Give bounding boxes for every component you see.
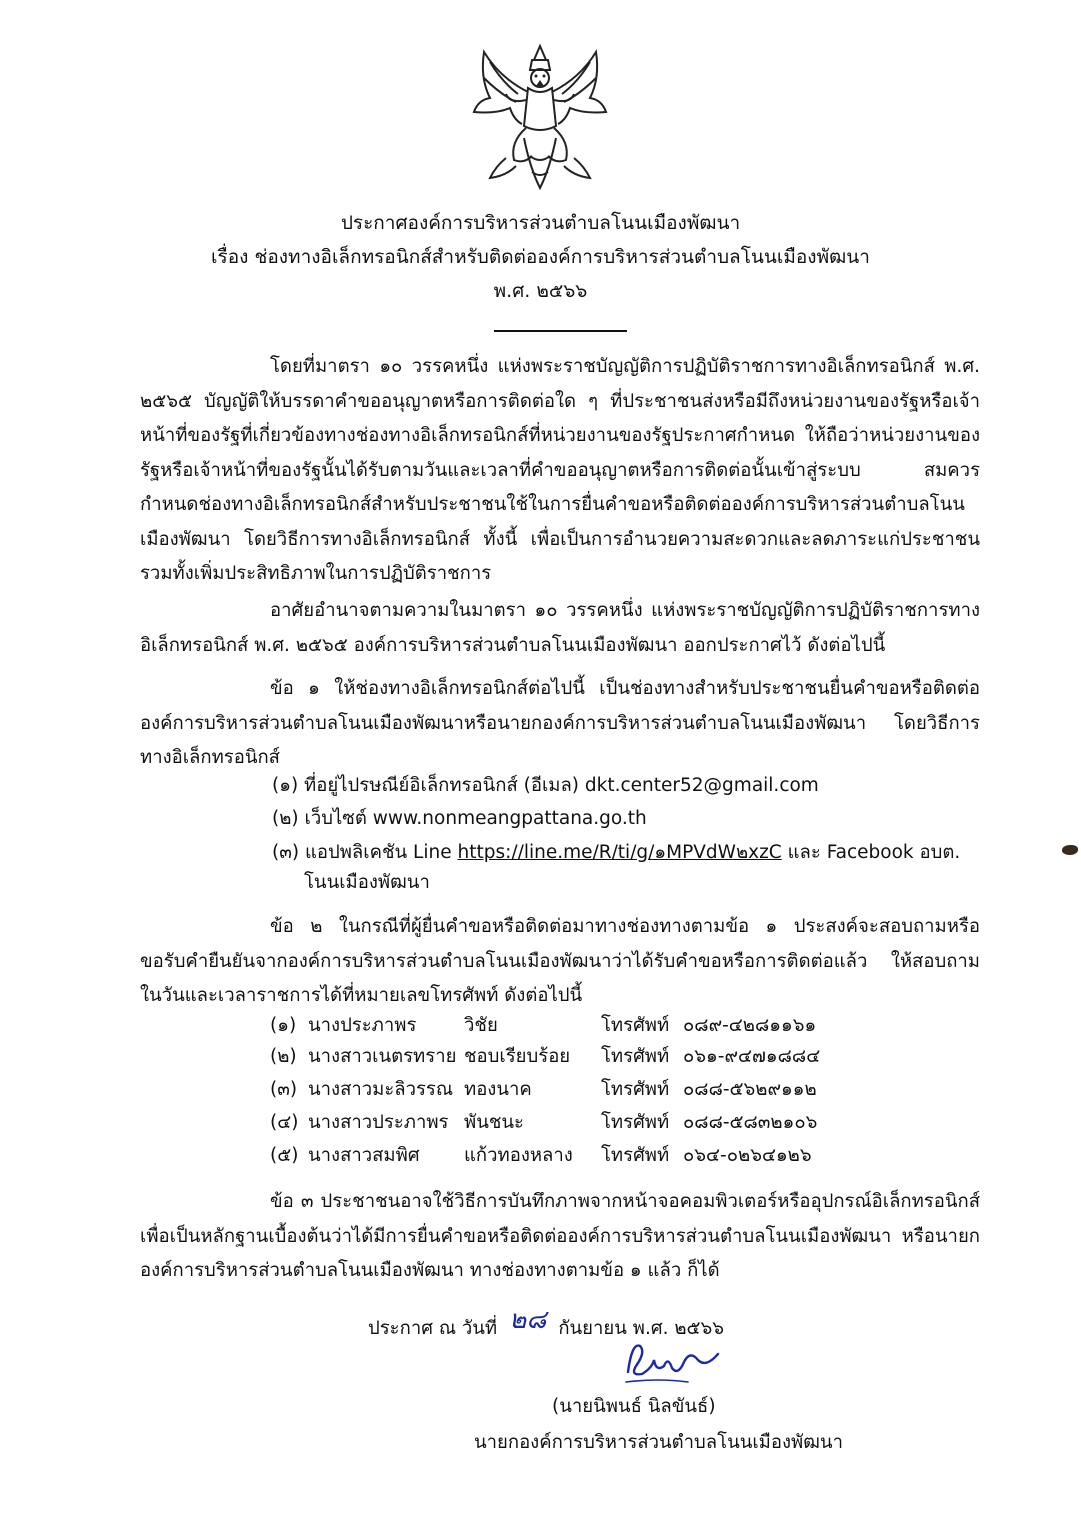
channel-facebook-cont: โนนเมืองพัฒนา xyxy=(304,872,430,893)
signatory-title: นายกองค์การบริหารส่วนตำบลโนนเมืองพัฒนา xyxy=(474,1432,843,1453)
contact-name: นางสาวประภาพร xyxy=(308,1112,449,1133)
garuda-emblem xyxy=(470,38,610,203)
paragraph-clause-2: ข้อ ๒ ในกรณีที่ผู้ยื่นคำขอหรือติดต่อมาทางช่องทางตามข้อ ๑ ประสงค์จะสอบถามหรือขอรับคำยืนยันจากองค์การบริหารส่วนตำบลโนนเมืองพัฒนาว่าได้รับคำขอหรือการติดต่อแล้ว ให้สอบถามในวันและเวลาราชการได้ที่หมายเลขโทรศัพท์ ดังต่อไปนี้ xyxy=(140,916,980,1006)
contact-number: (๕) xyxy=(270,1145,299,1166)
channel-line xyxy=(272,838,960,868)
signature-image xyxy=(618,1332,728,1392)
header-subject: เรื่อง ช่องทางอิเล็กทรอนิกส์สำหรับติดต่อองค์การบริหารส่วนตำบลโนนเมืองพัฒนา xyxy=(211,246,870,268)
announcement-header xyxy=(0,206,1081,308)
contact-phone: ๐๘๘-๕๘๓๒๑๐๖ xyxy=(683,1112,818,1133)
paragraph-clause-3: ข้อ ๓ ประชาชนอาจใช้วิธีการบันทึกภาพจากหน้าจอคอมพิวเตอร์หรืออุปกรณ์อิเล็กทรอนิกส์เพื่อเป็นหลักฐานเบื้องต้นว่าได้มีการยื่นคำขอหรือติดต่อองค์การบริหารส่วนตำบลโนนเมืองพัฒนา หรือนายกองค์การบริหารส่วนตำบลโนนเมืองพัฒนา ทางช่องทางตามข้อ ๑ แล้ว ก็ได้ xyxy=(140,1191,980,1281)
line-link[interactable]: https://line.me/R/ti/g/๑MPVdW๒xzC xyxy=(457,842,782,863)
contact-number: (๓) xyxy=(270,1079,298,1100)
contact-surname: วิชัย xyxy=(464,1015,498,1036)
paragraph-preamble: โดยที่มาตรา ๑๐ วรรคหนึ่ง แห่งพระราชบัญญัติการปฏิบัติราชการทางอิเล็กทรอนิกส์ พ.ศ. ๒๕๖๕ บัญญัติให้บรรดาคำขออนุญาตหรือการติดต่อใด ๆ ที่ประชาชนส่งหรือมีถึงหน่วยงานของรัฐหรือเจ้าหน้าที่ของรัฐที่เกี่ยวข้องทางช่องทางอิเล็กทรอนิกส์ที่หน่วยงานของรัฐประกาศกำหนด ให้ถือว่าหน่วยงานของรัฐหรือเจ้าหน้าที่ของรัฐนั้นได้รับตามวันและเวลาที่คำขออนุญาตหรือการติดต่อนั้นเข้าสู่ระบบ สมควรกำหนดช่องทางอิเล็กทรอนิกส์สำหรับประชาชนใช้ในการยื่นคำขอหรือติดต่อองค์การบริหารส่วนตำบลโนนเมืองพัฒนา โดยวิธีการทางอิเล็กทรอนิกส์ ทั้งนี้ เพื่อเป็นการอำนวยความสะดวกและลดภาระแก่ประชาชน รวมทั้งเพิ่มประสิทธิภาพในการปฏิบัติราชการ xyxy=(140,356,980,584)
date-day-handwritten: ๒๘ xyxy=(509,1305,547,1335)
channel-facebook-label: และ Facebook อบต. xyxy=(781,842,961,863)
contact-surname: ชอบเรียบร้อย xyxy=(464,1046,571,1067)
paragraph-clause-1: ข้อ ๑ ให้ช่องทางอิเล็กทรอนิกส์ต่อไปนี้ เป็นช่องทางสำหรับประชาชนยื่นคำขอหรือติดต่อองค์การบริหารส่วนตำบลโนนเมืองพัฒนาหรือนายกองค์การบริหารส่วนตำบลโนนเมืองพัฒนา โดยวิธีการทางอิเล็กทรอนิกส์ xyxy=(140,678,980,768)
contact-tel-label: โทรศัพท์ xyxy=(601,1015,670,1036)
contact-name: นางประภาพร xyxy=(308,1015,417,1036)
date-suffix: กันยายน พ.ศ. ๒๕๖๖ xyxy=(558,1318,725,1339)
contact-phone: ๐๘๙-๔๒๘๑๑๖๑ xyxy=(683,1015,817,1036)
contact-tel-label: โทรศัพท์ xyxy=(601,1112,670,1133)
contact-number: (๔) xyxy=(270,1112,299,1133)
contact-phone: ๐๖๔-๐๒๖๔๑๒๖ xyxy=(683,1145,812,1166)
channel-email: (๑) ที่อยู่ไปรษณีย์อิเล็กทรอนิกส์ (อีเมล) dkt.center52@gmail.com xyxy=(272,775,819,796)
channel-website: (๒) เว็บไซต์ www.nonmeangpattana.go.th xyxy=(272,808,647,829)
contact-tel-label: โทรศัพท์ xyxy=(601,1079,670,1100)
signatory-name: (นายนิพนธ์ นิลขันธ์) xyxy=(552,1396,716,1417)
contact-phone: ๐๘๘-๕๖๒๙๑๑๒ xyxy=(683,1079,817,1100)
contact-name: นางสาวเนตรทราย xyxy=(308,1046,457,1067)
header-divider xyxy=(494,330,627,332)
contact-tel-label: โทรศัพท์ xyxy=(601,1046,670,1067)
header-title: ประกาศองค์การบริหารส่วนตำบลโนนเมืองพัฒนา xyxy=(340,212,741,234)
contact-surname: แก้วทองหลาง xyxy=(464,1145,573,1166)
contact-name: นางสาวมะลิวรรณ xyxy=(308,1079,454,1100)
contact-name: นางสาวสมพิศ xyxy=(308,1145,420,1166)
contact-number: (๒) xyxy=(270,1046,297,1067)
contact-surname: พันชนะ xyxy=(464,1112,524,1133)
date-prefix: ประกาศ ณ วันที่ xyxy=(368,1318,498,1339)
paragraph-authority: อาศัยอำนาจตามความในมาตรา ๑๐ วรรคหนึ่ง แห่งพระราชบัญญัติการปฏิบัติราชการทางอิเล็กทรอนิกส์ พ.ศ. ๒๕๖๕ องค์การบริหารส่วนตำบลโนนเมืองพัฒนา ออกประกาศไว้ ดังต่อไปนี้ xyxy=(140,600,980,656)
header-year: พ.ศ. ๒๕๖๖ xyxy=(493,280,588,302)
channel-line-label: (๓) แอปพลิเคชัน Line xyxy=(272,842,458,863)
contact-surname: ทองนาค xyxy=(464,1079,532,1100)
paper-speck xyxy=(1062,845,1078,855)
contact-phone: ๐๖๑-๙๔๗๑๘๘๔ xyxy=(683,1046,821,1067)
contact-tel-label: โทรศัพท์ xyxy=(601,1145,670,1166)
contact-number: (๑) xyxy=(270,1015,297,1036)
